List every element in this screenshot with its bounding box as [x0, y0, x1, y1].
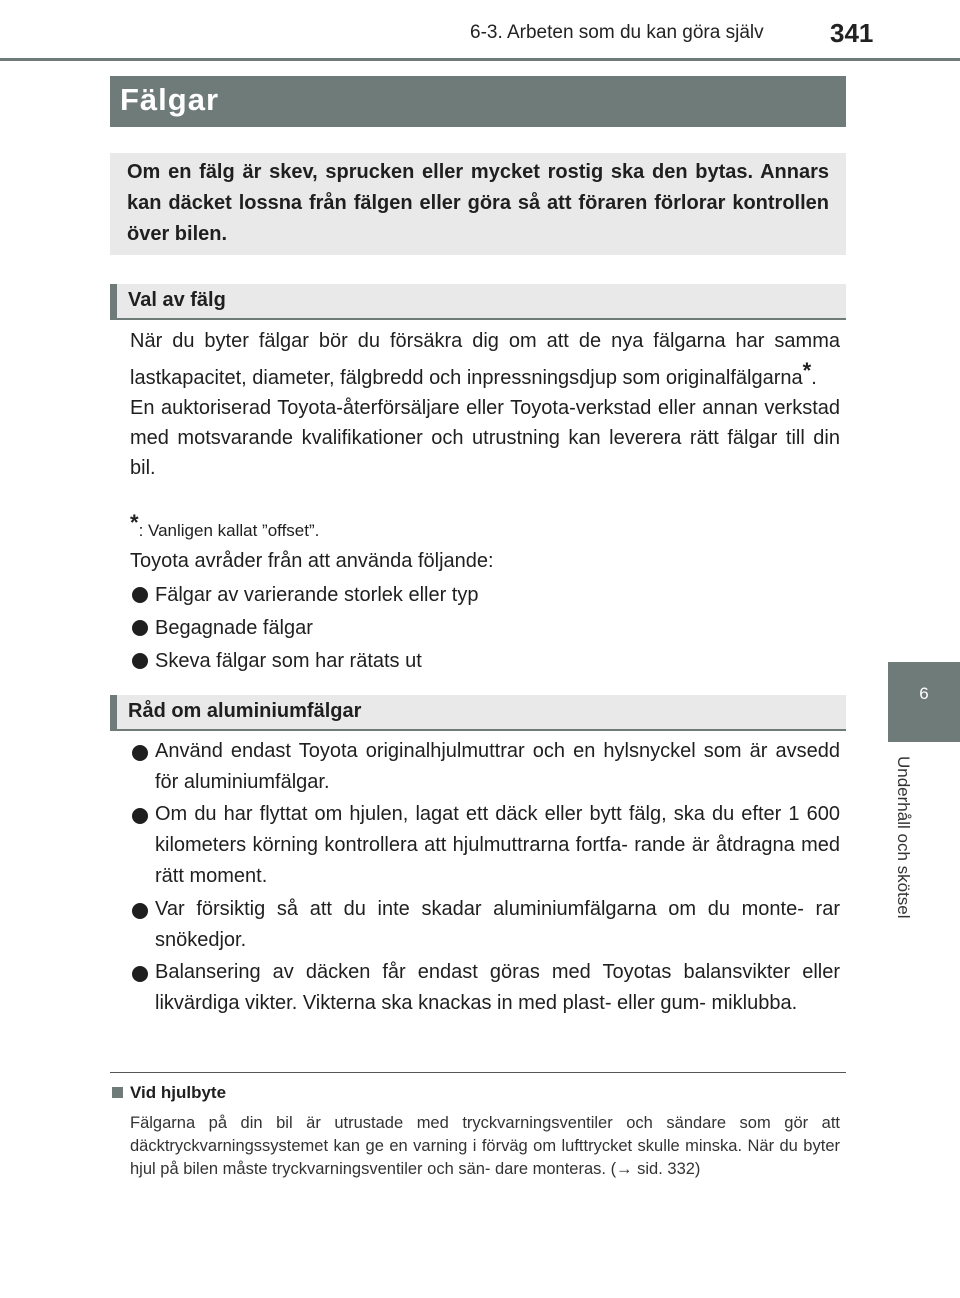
bullet-icon	[132, 808, 148, 824]
chapter-tab[interactable]	[888, 662, 960, 742]
bullet-icon	[132, 653, 148, 669]
section-heading-wheel-choice	[110, 284, 846, 320]
section-heading-bar	[110, 284, 117, 318]
note-title: Vid hjulbyte	[130, 1083, 227, 1102]
page-title: Fälgar	[120, 82, 220, 117]
chapter-label	[893, 756, 921, 956]
section-heading-bar	[110, 695, 117, 729]
chapter-label-text: Underhåll och skötsel	[894, 756, 913, 919]
footnote	[130, 510, 319, 541]
wheel-choice-text	[130, 326, 840, 483]
note-text: Fälgarna på din bil är utrustade med tryckvarningsventiler och sändare som gör att däcktryckvarningssystemet kan ge en varning i förväg om lufttrycket skulle minska. När du byter hjul på bilen måste tryckvarningsventiler och sän- dare monteras. (→ sid. 332)	[130, 1114, 840, 1178]
paragraph: En auktoriserad Toyota-återförsäljare eller Toyota-verkstad eller annan verkstad med motsvarande kvalifikationer och utrustning kan leverera rätt fälgar till din bil.	[130, 397, 840, 479]
section-heading-label: Råd om aluminiumfälgar	[128, 700, 362, 722]
avoid-intro: Toyota avråder från att använda följande:	[130, 550, 494, 572]
header-section-title: 6-3. Arbeten som du kan göra själv	[470, 22, 764, 43]
intro-box	[110, 153, 846, 255]
intro-text: Om en fälg är skev, sprucken eller mycket rostig ska den bytas. Annars kan däcket lossna från fälgen eller göra så att föraren förlorar kontrollen över bilen.	[127, 161, 829, 245]
paragraph: När du byter fälgar bör du försäkra dig om att de nya fälgarna har samma lastkapacitet, diameter, fälgbredd och inpressningsdjup som originalfälgarna*.	[130, 330, 840, 389]
section-heading-aluminium	[110, 695, 846, 731]
header-rule	[0, 58, 960, 61]
bullet-icon	[132, 587, 148, 603]
page-title-bar	[110, 76, 846, 127]
footnote-text: : Vanligen kallat ”offset”.	[138, 521, 320, 540]
square-bullet-icon	[112, 1087, 123, 1098]
section-heading-label: Val av fälg	[128, 289, 226, 311]
footnote-mark: *	[130, 510, 139, 535]
bullet-icon	[132, 745, 148, 761]
bullet-icon	[132, 903, 148, 919]
chapter-number: 6	[919, 684, 929, 703]
note-divider	[110, 1072, 846, 1073]
bullet-icon	[132, 966, 148, 982]
bullet-icon	[132, 620, 148, 636]
page-number: 341	[830, 18, 874, 48]
asterisk-mark: *	[802, 358, 812, 383]
